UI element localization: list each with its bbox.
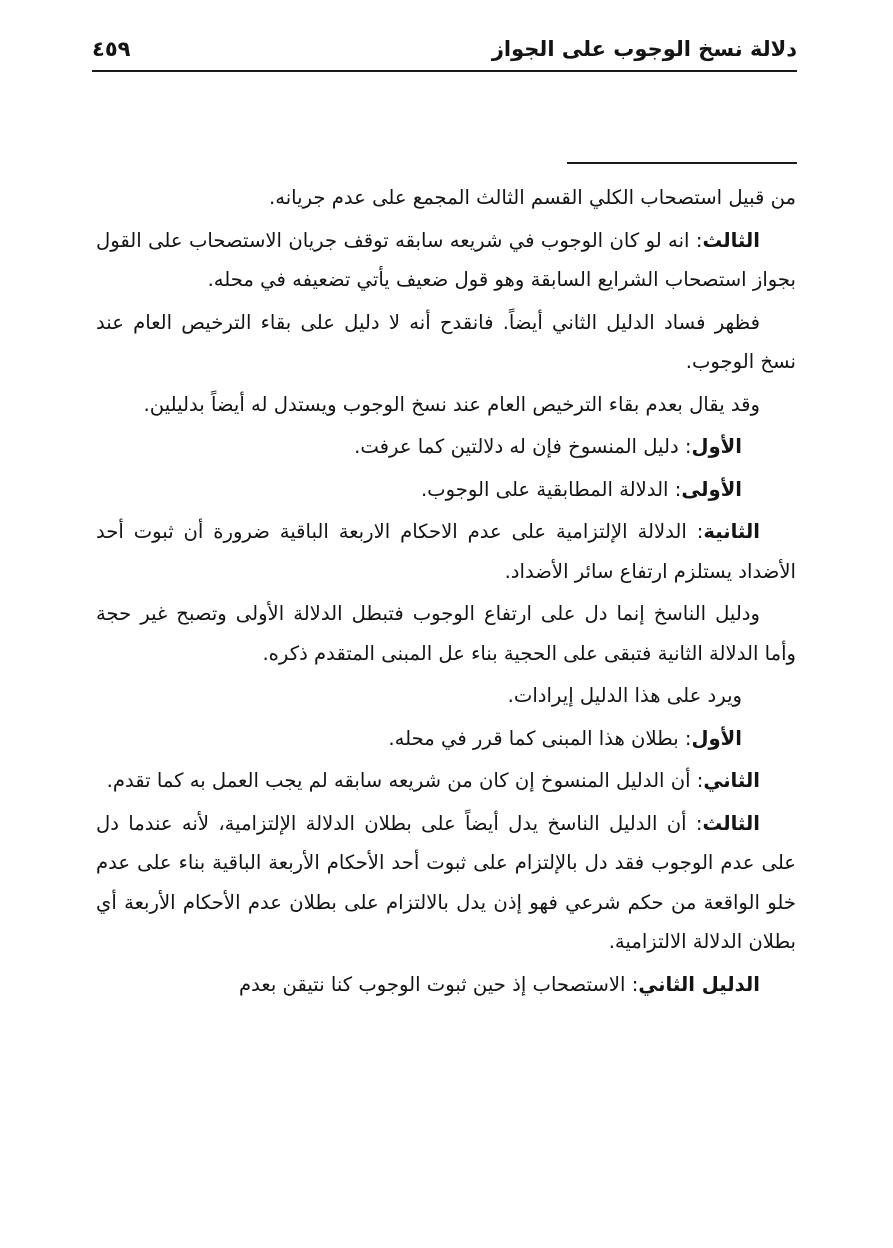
paragraph-term: الأولى bbox=[681, 477, 742, 501]
paragraph bbox=[96, 761, 796, 801]
body-text bbox=[96, 178, 796, 1007]
paragraph-text: من قبيل استصحاب الكلي القسم الثالث المجمع على عدم جريانه. bbox=[268, 186, 796, 209]
paragraph-text: : دليل المنسوخ فإن له دلالتين كما عرفت. bbox=[354, 435, 692, 458]
paragraph-text: : الدلالة الإلتزامية على عدم الاحكام الاربعة الباقية ضرورة أن ثبوت أحد الأضداد يستلزم ارتفاع سائر الأضداد. bbox=[96, 520, 796, 583]
page-header bbox=[92, 36, 797, 76]
paragraph bbox=[96, 719, 796, 759]
paragraph bbox=[96, 594, 796, 673]
paragraph bbox=[96, 965, 796, 1005]
paragraph-text: : بطلان هذا المبنى كما قرر في محله. bbox=[388, 726, 692, 750]
paragraph-text: : أن الدليل الناسخ يدل أيضاً على بطلان الدلالة الإلتزامية، لأنه عندما دل على عدم الوجوب فقد دل بالإلتزام على ثبوت أحد الأحكام الأربعة الباقية بناء على عدم خلو الواقعة من حكم شرعي فهو إذن يدل بالالتزام على بطلان عدم الأحكام الأربعة أي بطلان الدلالة الالتزامية. bbox=[96, 811, 796, 953]
paragraph-text: ويرد على هذا الدليل إيرادات. bbox=[507, 684, 742, 707]
header-rule bbox=[92, 70, 797, 72]
paragraph-term: الثاني bbox=[703, 769, 760, 792]
paragraph-text: : انه لو كان الوجوب في شريعه سابقه توقف جريان الاستصحاب على القول بجواز استصحاب الشرايع السابقة وهو قول ضعيف يأتي تضعيفه في محله. bbox=[96, 228, 796, 291]
paragraph bbox=[96, 676, 796, 716]
running-title: دلالة نسخ الوجوب على الجواز bbox=[491, 37, 797, 61]
paragraph-text: : الاستصحاب إذ حين ثبوت الوجوب كنا نتيقن بعدم bbox=[239, 972, 639, 996]
paragraph bbox=[96, 303, 796, 382]
paragraph-text: : أن الدليل المنسوخ إن كان من شريعه سابقه لم يجب العمل به كما تقدم. bbox=[106, 769, 704, 792]
paragraph bbox=[96, 385, 796, 425]
paragraph bbox=[96, 512, 796, 591]
paragraph-term: الأول bbox=[691, 726, 742, 750]
page-number: ٤٥٩ bbox=[92, 37, 131, 61]
paragraph bbox=[96, 470, 796, 510]
paragraph-text: ودليل الناسخ إنما دل على ارتفاع الوجوب فتبطل الدلالة الأولى وتصبح غير حجة وأما الدلالة الثانية فتبقى على الحجية بناء عل المبنى المتقدم ذكره. bbox=[96, 602, 796, 665]
paragraph-text: وقد يقال بعدم بقاء الترخيص العام عند نسخ الوجوب ويستدل له أيضاً بدليلين. bbox=[143, 392, 760, 416]
paragraph bbox=[96, 221, 796, 300]
paragraph bbox=[96, 427, 796, 467]
paragraph-text: : الدلالة المطابقية على الوجوب. bbox=[420, 477, 682, 501]
paragraph-term: الثالث bbox=[702, 228, 760, 252]
footnote-separator bbox=[567, 162, 797, 164]
paragraph bbox=[96, 804, 796, 962]
paragraph-term: الأول bbox=[691, 435, 742, 458]
paragraph-term: الثانية bbox=[703, 520, 760, 543]
paragraph bbox=[96, 178, 796, 218]
paragraph-term: الثالث bbox=[702, 811, 760, 835]
paragraph-text: فظهر فساد الدليل الثاني أيضاً. فانقدح أنه لا دليل على بقاء الترخيص العام عند نسخ الوجوب. bbox=[96, 310, 796, 373]
paragraph-term: الدليل الثاني bbox=[638, 972, 760, 996]
